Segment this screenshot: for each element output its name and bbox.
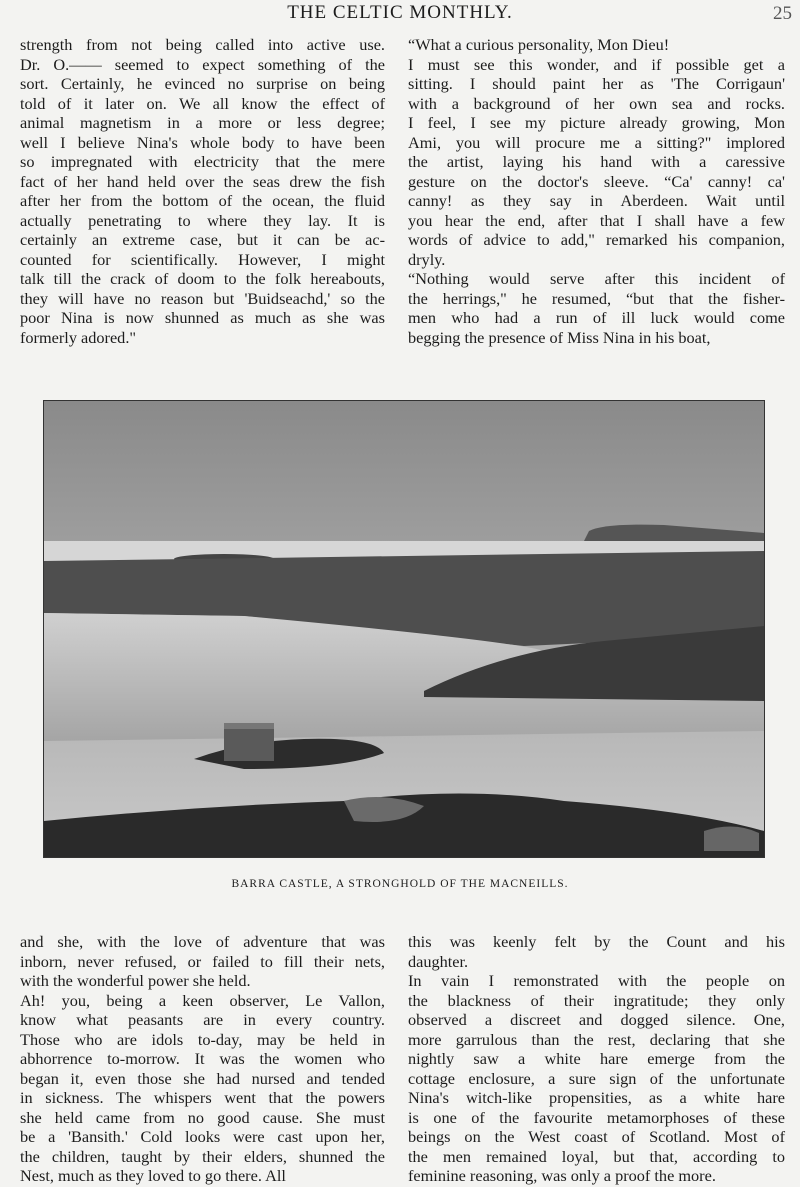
text-line: fact of her hand held over the seas drew the fish: [20, 171, 385, 191]
text-line: “Nothing would serve after this incident of: [408, 269, 785, 288]
text-line: sort. Certainly, he evinced no surprise on being: [20, 74, 385, 93]
text-line: told of it later on. We all know the effect of: [20, 93, 385, 113]
text-line: cottage enclosure, a sure sign of the unfortunate: [408, 1068, 785, 1088]
text-line: Those who are idols to-day, may be held in: [20, 1029, 385, 1049]
photo-caption: BARRA CASTLE, A STRONGHOLD OF THE MACNEILLS.: [231, 878, 569, 890]
text-line: observed a discreet and dogged silence. One,: [408, 1010, 785, 1029]
text-line: they will have no reason but 'Buidseachd,' so the: [20, 288, 385, 308]
text-line: Ah! you, being a keen observer, Le Vallon,: [20, 990, 385, 1010]
text-line: In vain I remonstrated with the people on: [408, 971, 785, 990]
text-line: with a background of her own sea and rocks.: [408, 93, 785, 113]
text-line: in sickness. The whispers went that the powers: [20, 1088, 385, 1107]
text-line: this was keenly felt by the Count and his: [408, 932, 785, 951]
text-line: abhorrence to-morrow. It was the women who: [20, 1049, 385, 1068]
text-line: certainly an extreme case, but it can be ac-: [20, 230, 385, 249]
text-line: talk till the crack of doom to the folk hereabouts,: [20, 269, 385, 288]
text-line: the blackness of their ingratitude; they only: [408, 990, 785, 1010]
running-header: THE CELTIC MONTHLY.: [287, 2, 513, 23]
text-line: “What a curious personality, Mon Dieu!: [408, 35, 670, 54]
barra-castle-photo: [43, 400, 765, 858]
text-line: counted for scientifically. However, I might: [20, 249, 385, 269]
text-line: animal magnetism in a more or less degree;: [20, 113, 385, 132]
text-line: know what peasants are in every country.: [20, 1010, 385, 1029]
text-line: you hear the end, after that I shall have a few: [408, 210, 785, 230]
text-line: formerly adored.": [20, 327, 137, 347]
text-line: I must see this wonder, and if possible get a: [408, 54, 785, 74]
text-line: beings on the West coast of Scotland. Most of: [408, 1127, 785, 1146]
text-line: and she, with the love of adventure that was: [20, 932, 385, 951]
text-line: the herrings," he resumed, “but that the fisher-: [408, 288, 785, 308]
top-right-column: [408, 35, 785, 347]
text-line: well I believe Nina's whole body to have been: [20, 132, 385, 152]
text-line: the children, taught by their elders, shunned the: [20, 1146, 385, 1166]
text-line: I feel, I see my picture already growing, Mon: [408, 113, 785, 132]
text-line: Dr. O.—— seemed to expect something of the: [20, 54, 385, 74]
text-line: begging the presence of Miss Nina in his boat,: [408, 327, 711, 347]
bottom-left-column: [20, 932, 385, 1186]
text-line: men who had a run of ill luck would come: [408, 308, 785, 327]
text-line: the artist, laying his hand with a caressive: [408, 152, 785, 171]
text-line: Nina's witch-like propensities, as a white hare: [408, 1088, 785, 1107]
top-left-column: [20, 35, 385, 347]
text-line: after her from the bottom of the ocean, the fluid: [20, 191, 385, 210]
text-line: began it, even those she had nursed and tended: [20, 1068, 385, 1088]
text-line: be a 'Bansith.' Cold looks were cast upon her,: [20, 1127, 385, 1146]
text-line: Ami, you will procure me a sitting?" implored: [408, 132, 785, 152]
text-line: with the wonderful power she held.: [20, 971, 251, 990]
text-line: so impregnated with electricity that the mere: [20, 152, 385, 171]
text-line: nightly saw a white hare emerge from the: [408, 1049, 785, 1068]
text-line: the men remained loyal, but that, according to: [408, 1146, 785, 1166]
bottom-right-column: [408, 932, 785, 1186]
text-line: Nest, much as they loved to go there. All: [20, 1166, 286, 1185]
text-line: strength from not being called into active use.: [20, 35, 385, 54]
text-line: is one of the favourite metamorphoses of these: [408, 1107, 785, 1127]
text-line: poor Nina is now shunned as much as she was: [20, 308, 385, 327]
text-line: inborn, never refused, or failed to fill their nets,: [20, 951, 385, 971]
text-line: sitting. I should paint her as 'The Corrigaun': [408, 74, 785, 93]
page-number: 25: [773, 3, 792, 24]
text-line: canny! as they say in Aberdeen. Wait until: [408, 191, 785, 210]
text-line: dryly.: [408, 249, 446, 269]
text-line: more garrulous than the rest, declaring that she: [408, 1029, 785, 1049]
text-line: words of advice to add," remarked his companion,: [408, 230, 785, 249]
landscape-image: [44, 401, 764, 857]
text-line: she held came from no good cause. She must: [20, 1107, 385, 1127]
text-line: actually penetrating to where they lay. It is: [20, 210, 385, 230]
text-line: daughter.: [408, 951, 469, 971]
text-line: feminine reasoning, was only a proof the more.: [408, 1166, 716, 1185]
text-line: gesture on the doctor's sleeve. “Ca' canny! ca': [408, 171, 785, 191]
